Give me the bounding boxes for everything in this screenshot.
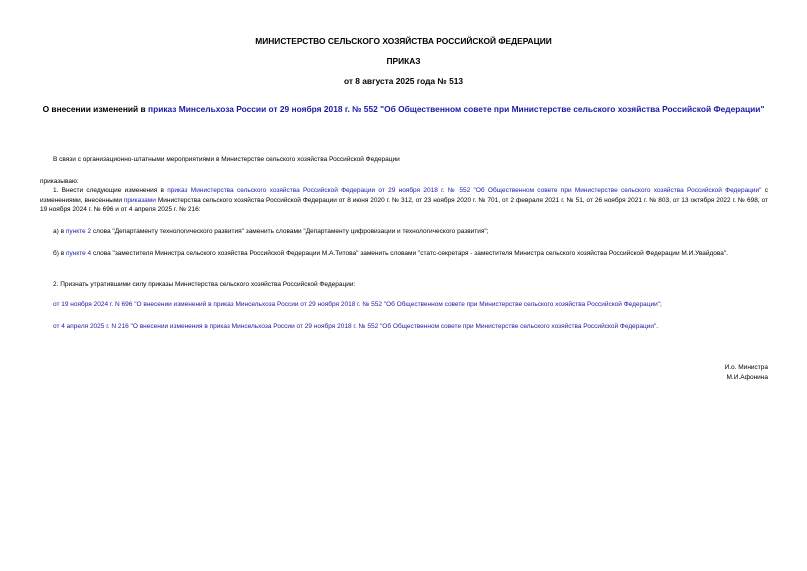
item-a-text-1: а) в	[53, 228, 66, 235]
document-subject	[40, 104, 767, 115]
item-1-link-orders[interactable]: приказами	[123, 196, 156, 204]
item-2-paragraph: 2. Признать утратившими силу приказы Министерства сельского хозяйства Российской Федерации:	[53, 281, 356, 288]
item-1-link-order[interactable]: приказ Министерства сельского хозяйства Российской Федерации от 29 ноября 2018 г. № 552 "Об Общественном совете при Министерстве сельского хозяйства Российской Федерации"	[167, 187, 762, 194]
item-1-text-2: с изменениями, внесенными	[40, 187, 768, 204]
repealed-order-1	[40, 300, 768, 310]
intro-paragraph: В связи с организационно-штатными мероприятиями в Министерстве сельского хозяйства Российской Федерации	[53, 156, 400, 163]
item-a-paragraph	[40, 227, 768, 237]
signature-position: И.о. Министра	[724, 364, 768, 371]
item-b-text-2: слова "заместителя Министра сельского хозяйства Российской Федерации М.А.Титова" заменить словами "статс-секретаря - заместителя Министра сельского хозяйства Российской Федерации М.И.Увайдова".	[91, 250, 728, 257]
subject-prefix: О внесении изменений в	[42, 104, 149, 114]
item-b-text-1: б) в	[53, 250, 66, 257]
item-a-link[interactable]: пункте 2	[65, 228, 92, 235]
repealed-order-2-tail: .	[656, 323, 659, 330]
orders-word: приказываю:	[40, 178, 79, 185]
item-1-text-1: 1. Внести следующие изменения в	[53, 187, 168, 194]
document-type: ПРИКАЗ	[386, 56, 421, 66]
item-a-text-2: слова "Департаменту технологического развития" заменить словами "Департаменту цифровизации и технологического развития";	[91, 228, 489, 235]
ministry-title: МИНИСТЕРСТВО СЕЛЬСКОГО ХОЗЯЙСТВА РОССИЙСКОЙ ФЕДЕРАЦИИ	[255, 36, 552, 46]
signature-name: М.И.Афонина	[726, 374, 768, 381]
repealed-order-1-link[interactable]: от 19 ноября 2024 г. N 696 "О внесении изменений в приказ Минсельхоза России от 29 ноября 2018 г. № 552 "Об Общественном совете при Министерстве сельского хозяйства Российской Федерации"	[53, 301, 661, 308]
subject-link[interactable]: приказ Минсельхоза России от 29 ноября 2018 г. № 552 "Об Общественном совете при Министерстве сельского хозяйства Российской Федерации"	[148, 104, 765, 114]
date-number: от 8 августа 2025 года № 513	[343, 76, 464, 86]
item-b-link[interactable]: пункте 4	[65, 250, 92, 257]
item-b-paragraph	[40, 249, 768, 259]
item-1-text-3: Министерства сельского хозяйства Российской Федерации от 8 июня 2020 г. № 312, от 23 ноября 2020 г. № 701, от 2 февраля 2021 г. № 51, от 26 ноября 2021 г. № 803, от 13 октября 2022 г. № 698, от 19 ноября 2024 г. № 696 и от 4 апреля 2025 г. № 216:	[40, 196, 768, 214]
repealed-order-2	[40, 322, 768, 332]
repealed-order-1-tail: ;	[660, 301, 662, 308]
repealed-order-2-link[interactable]: от 4 апреля 2025 г. N 216 "О внесении изменения в приказ Минсельхоза России от 29 ноября 2018 г. № 552 "Об Общественном совете при Министерстве сельского хозяйства Российской Федерации"	[53, 323, 657, 330]
item-1-paragraph	[40, 186, 768, 215]
